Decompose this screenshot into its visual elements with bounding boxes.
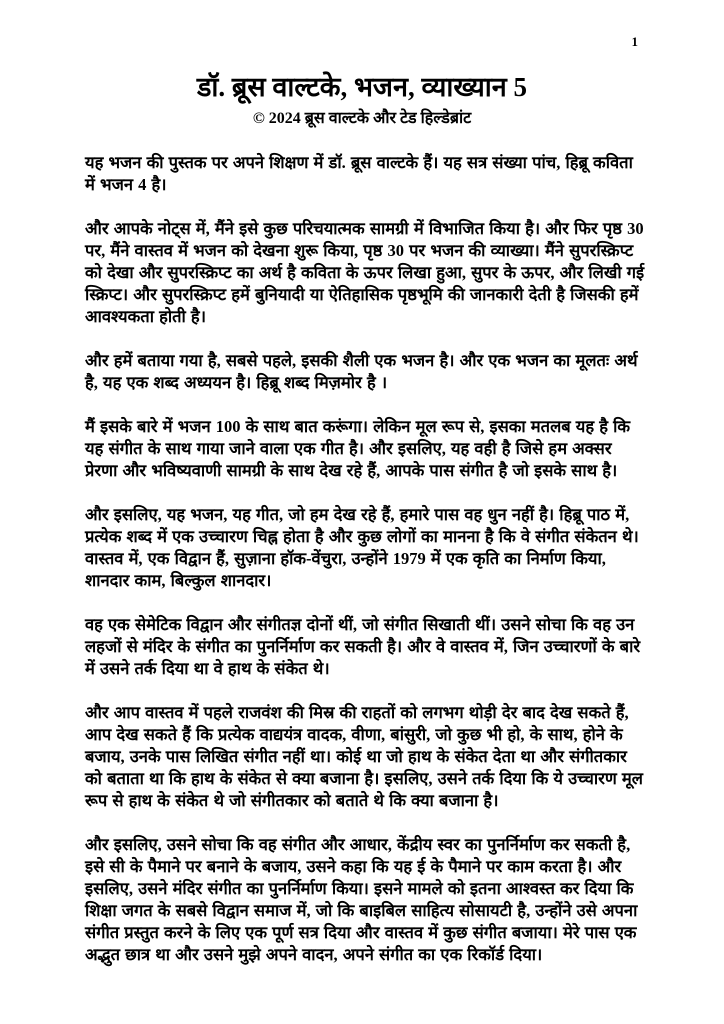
- page-number: 1: [631, 34, 638, 49]
- paragraph: यह भजन की पुस्तक पर अपने शिक्षण में डॉ. ब्रूस वाल्टके हैं। यह सत्र संख्या पांच, हिब्रू कविता में भजन 4 है।: [85, 153, 633, 194]
- paragraph: और इसलिए, उसने सोचा कि वह संगीत और आधार, केंद्रीय स्वर का पुनर्निर्माण कर सकती है, इसे सी के पैमाने पर बनाने के बजाय, उसने कहा कि यह ई के पैमाने पर काम करता है। और इसलिए, उसने मंदिर संगीत का पुनर्निर्माण किया। इसने मामले को इतना आश्वस्त कर दिया कि शिक्षा जगत के सबसे विद्वान समाज में, जो कि बाइबिल साहित्य सोसायटी है, उन्होंने उसे अपना संगीत प्रस्तुत करने के लिए एक पूर्ण सत्र दिया और वास्तव में कुछ संगीत बजाया। मेरे पास एक अद्भुत छात्र था और उसने मुझे अपने वादन, अपने संगीत का एक रिकॉर्ड दिया।: [85, 835, 638, 964]
- paragraph: और इसलिए, यह भजन, यह गीत, जो हम देख रहे हैं, हमारे पास वह धुन नहीं है। हिब्रू पाठ में, प्रत्येक शब्द में एक उच्चारण चिह्न होता है और कुछ लोगों का मानना है कि वे संगीत संकेतन थे। वास्तव में, एक विद्वान हैं, सुज़ाना हॉक-वेंचुरा, उन्होंने 1979 में एक कृति का निर्माण किया, शानदार काम, बिल्कुल शानदार।: [85, 505, 639, 590]
- paragraph: मैं इसके बारे में भजन 100 के साथ बात करूंगा। लेकिन मूल रूप से, इसका मतलब यह है कि यह संगीत के साथ गाया जाने वाला एक गीत है। और इसलिए, यह वही है जिसे हम अक्सर प्रेरणा और भविष्यवाणी सामग्री के साथ देख रहे हैं, आपके पास संगीत है जो इसके साथ है।: [85, 417, 631, 480]
- paragraph: और आप वास्तव में पहले राजवंश की मिस्र की राहतों को लगभग थोड़ी देर बाद देख सकते हैं, आप देख सकते हैं कि प्रत्येक वाद्ययंत्र वादक, वीणा, बांसुरी, जो कुछ भी हो, के साथ, होने के बजाय, उनके पास लिखित संगीत नहीं था। कोई था जो हाथ के संकेत देता था और संगीतकार को बताता था कि हाथ के संकेत से क्या बजाना है। इसलिए, उसने तर्क दिया कि ये उच्चारण मूल रूप से हाथ के संकेत थे जो संगीतकार को बताते थे कि क्या बजाना है।: [85, 703, 643, 810]
- document-header: [0, 70, 724, 130]
- document-title: डॉ. ब्रूस वाल्टके, भजन, व्याख्यान 5: [196, 72, 528, 102]
- copyright-line: © 2024 ब्रूस वाल्टके और टेड हिल्डेब्रांट: [252, 110, 472, 127]
- document-body: [85, 152, 647, 966]
- paragraph: और आपके नोट्स में, मैंने इसे कुछ परिचयात्मक सामग्री में विभाजित किया है। और फिर पृष्ठ 30 पर, मैंने वास्तव में भजन को देखना शुरू किया, पृष्ठ 30 पर भजन की व्याख्या। मैंने सुपरस्क्रिप्ट को देखा और सुपरस्क्रिप्ट का अर्थ है कविता के ऊपर लिखा हुआ, सुपर के ऊपर, और लिखी गई स्क्रिप्ट। और सुपरस्क्रिप्ट हमें बुनियादी या ऐतिहासिक पृष्ठभूमि की जानकारी देती है जिसकी हमें आवश्यकता होती है।: [85, 219, 645, 326]
- paragraph: वह एक सेमेटिक विद्वान और संगीतज्ञ दोनों थीं, जो संगीत सिखाती थीं। उसने सोचा कि वह उन लहजों से मंदिर के संगीत का पुनर्निर्माण कर सकती है। और वे वास्तव में, जिन उच्चारणों के बारे में उसने तर्क दिया था वे हाथ के संकेत थे।: [85, 615, 641, 678]
- paragraph: और हमें बताया गया है, सबसे पहले, इसकी शैली एक भजन है। और एक भजन का मूलतः अर्थ है, यह एक शब्द अध्ययन है। हिब्रू शब्द मिज़मोर है ।: [85, 351, 638, 392]
